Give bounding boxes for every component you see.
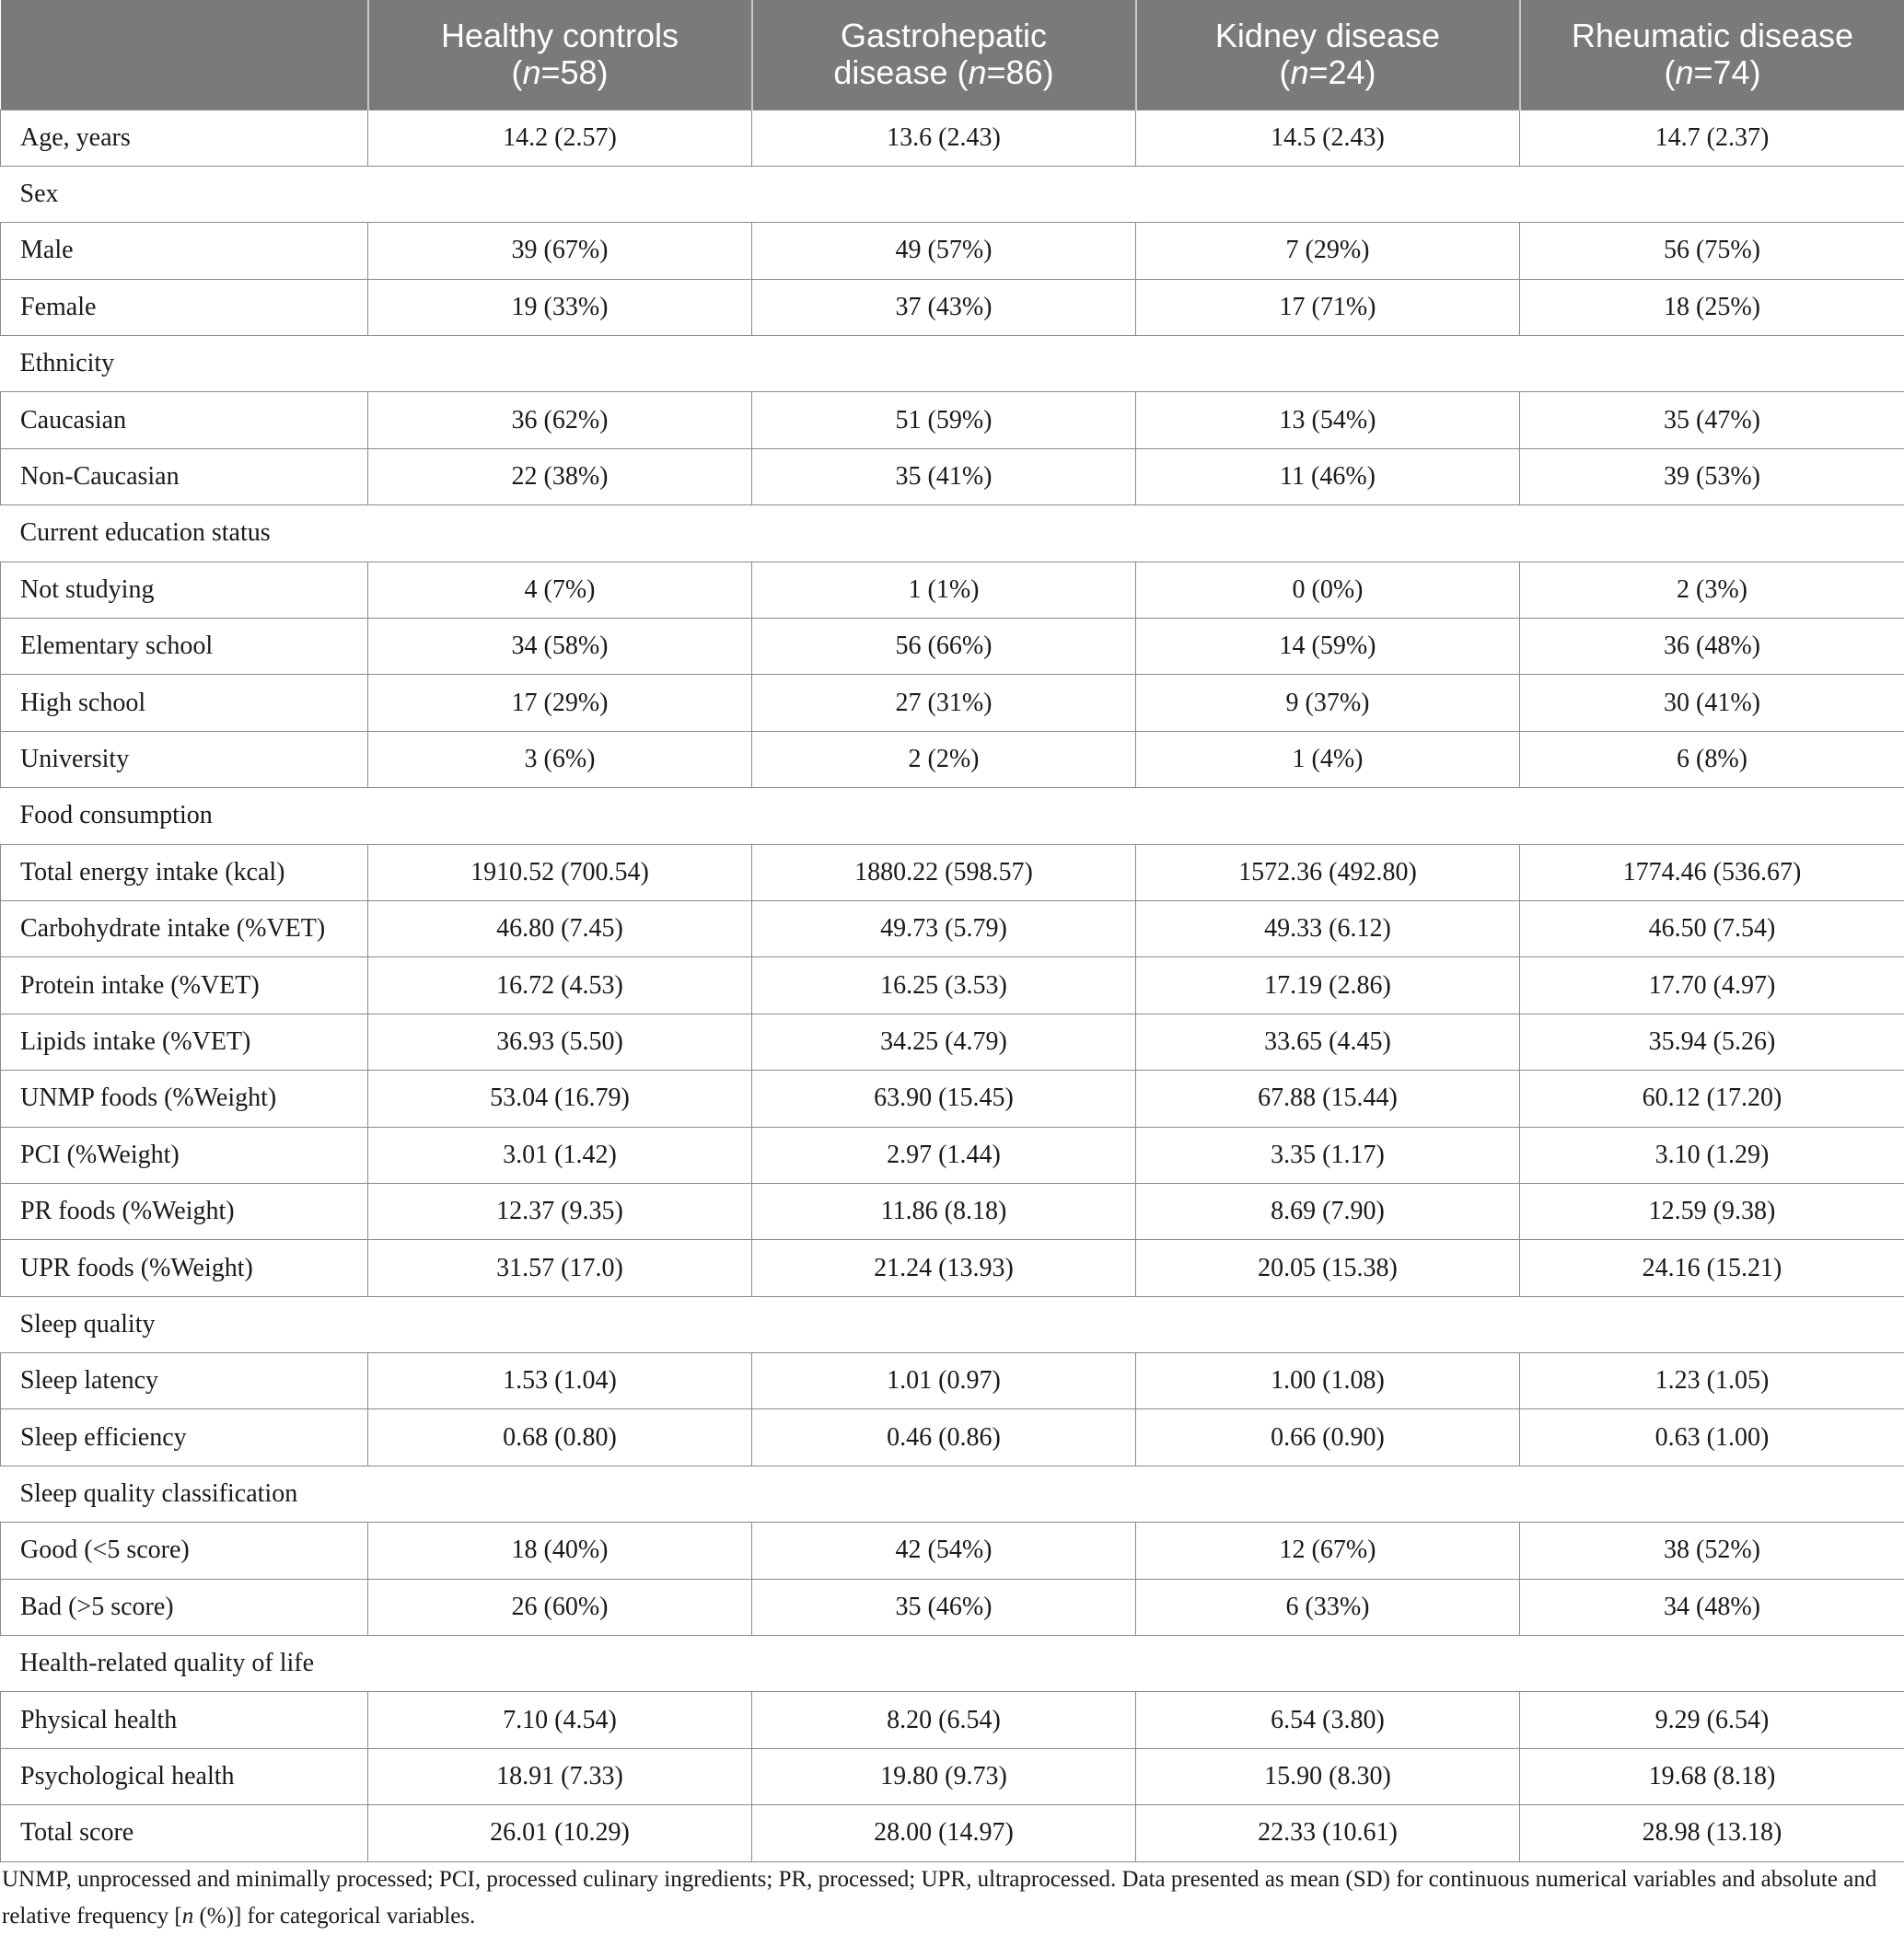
- cell-value: 17.19 (2.86): [1136, 957, 1520, 1014]
- header-cell-healthy-controls: Healthy controls (n=58): [368, 0, 752, 110]
- cell-value: 53.04 (16.79): [368, 1071, 752, 1127]
- cell-value: 3.10 (1.29): [1520, 1127, 1904, 1183]
- section-label: Current education status: [1, 505, 1904, 562]
- table-row: [1, 957, 1904, 1014]
- cell-value: 33.65 (4.45): [1136, 1014, 1520, 1070]
- cell-value: 18 (25%): [1520, 279, 1904, 335]
- header-group-name-1: Gastrohepatic: [840, 17, 1048, 55]
- cell-value: 2 (2%): [752, 731, 1136, 787]
- cell-value: 1.23 (1.05): [1520, 1353, 1904, 1409]
- row-label: UPR foods (%Weight): [1, 1240, 368, 1296]
- cell-value: 22 (38%): [368, 448, 752, 504]
- row-label: UNMP foods (%Weight): [1, 1071, 368, 1127]
- cell-value: 1.53 (1.04): [368, 1353, 752, 1409]
- cell-value: 2 (3%): [1520, 562, 1904, 618]
- row-label: Good (<5 score): [1, 1523, 368, 1579]
- cell-value: 15.90 (8.30): [1136, 1748, 1520, 1804]
- row-label: Caucasian: [1, 392, 368, 448]
- cell-value: 19.80 (9.73): [752, 1748, 1136, 1804]
- cell-value: 16.72 (4.53): [368, 957, 752, 1014]
- table-row: [1, 1692, 1904, 1748]
- cell-value: 17 (29%): [368, 675, 752, 731]
- cell-value: 31.57 (17.0): [368, 1240, 752, 1296]
- table-body: [1, 110, 1904, 1861]
- cell-value: 49.33 (6.12): [1136, 900, 1520, 956]
- cell-value: 35.94 (5.26): [1520, 1014, 1904, 1070]
- section-row: [1, 336, 1904, 392]
- header-group-name: Healthy controls: [440, 17, 679, 55]
- cell-value: 34 (48%): [1520, 1579, 1904, 1635]
- section-row: [1, 1636, 1904, 1692]
- cell-value: 17 (71%): [1136, 279, 1520, 335]
- cell-value: 18.91 (7.33): [368, 1748, 752, 1804]
- cell-value: 36 (48%): [1520, 619, 1904, 675]
- row-label: Male: [1, 223, 368, 279]
- header-n-value: 24: [1328, 53, 1365, 92]
- table-row: [1, 619, 1904, 675]
- cell-value: 8.20 (6.54): [752, 1692, 1136, 1748]
- row-label: Female: [1, 279, 368, 335]
- header-n-symbol: n: [522, 53, 541, 92]
- cell-value: 27 (31%): [752, 675, 1136, 731]
- cell-value: 22.33 (10.61): [1136, 1805, 1520, 1861]
- cell-value: 9 (37%): [1136, 675, 1520, 731]
- cell-value: 51 (59%): [752, 392, 1136, 448]
- table-row: [1, 900, 1904, 956]
- cell-value: 38 (52%): [1520, 1523, 1904, 1579]
- table-row: [1, 1183, 1904, 1239]
- cell-value: 16.25 (3.53): [752, 957, 1136, 1014]
- cell-value: 21.24 (13.93): [752, 1240, 1136, 1296]
- header-cell-rheumatic: Rheumatic disease (n=74): [1520, 0, 1904, 110]
- table-row: [1, 448, 1904, 504]
- row-label: Not studying: [1, 562, 368, 618]
- cell-value: 1910.52 (700.54): [368, 844, 752, 900]
- table-row: [1, 1748, 1904, 1804]
- cell-value: 4 (7%): [368, 562, 752, 618]
- table-row: [1, 1409, 1904, 1466]
- cell-value: 1774.46 (536.67): [1520, 844, 1904, 900]
- row-label: Age, years: [1, 110, 368, 166]
- cell-value: 56 (66%): [752, 619, 1136, 675]
- header-n-symbol: n: [1290, 53, 1309, 92]
- cell-value: 0.63 (1.00): [1520, 1409, 1904, 1466]
- cell-value: 13.6 (2.43): [752, 110, 1136, 166]
- cell-value: 26 (60%): [368, 1579, 752, 1635]
- cell-value: 36 (62%): [368, 392, 752, 448]
- cell-value: 3.01 (1.42): [368, 1127, 752, 1183]
- row-label: PCI (%Weight): [1, 1127, 368, 1183]
- row-label: High school: [1, 675, 368, 731]
- cell-value: 46.80 (7.45): [368, 900, 752, 956]
- cell-value: 34.25 (4.79): [752, 1014, 1136, 1070]
- table-row: [1, 279, 1904, 335]
- table-header-row: [1, 0, 1904, 110]
- cell-value: 1.00 (1.08): [1136, 1353, 1520, 1409]
- row-label: Non-Caucasian: [1, 448, 368, 504]
- cell-value: 14.2 (2.57): [368, 110, 752, 166]
- table-row: [1, 1523, 1904, 1579]
- table-row: [1, 1353, 1904, 1409]
- table-row: [1, 1805, 1904, 1861]
- cell-value: 3 (6%): [368, 731, 752, 787]
- cell-value: 12.37 (9.35): [368, 1183, 752, 1239]
- row-label: Sleep efficiency: [1, 1409, 368, 1466]
- cell-value: 36.93 (5.50): [368, 1014, 752, 1070]
- cell-value: 56 (75%): [1520, 223, 1904, 279]
- cell-value: 46.50 (7.54): [1520, 900, 1904, 956]
- table-row: [1, 1127, 1904, 1183]
- cell-value: 14.7 (2.37): [1520, 110, 1904, 166]
- row-label: Total score: [1, 1805, 368, 1861]
- cell-value: 0 (0%): [1136, 562, 1520, 618]
- row-label: Bad (>5 score): [1, 1579, 368, 1635]
- header-cell-label: [1, 0, 368, 110]
- table-row: [1, 223, 1904, 279]
- header-n-symbol: n: [1675, 53, 1694, 92]
- cell-value: 39 (53%): [1520, 448, 1904, 504]
- table-row: [1, 392, 1904, 448]
- cell-value: 7.10 (4.54): [368, 1692, 752, 1748]
- table-row: [1, 1071, 1904, 1127]
- section-label: Sleep quality classification: [1, 1466, 1904, 1522]
- section-label: Sleep quality: [1, 1296, 1904, 1352]
- cell-value: 35 (41%): [752, 448, 1136, 504]
- cell-value: 34 (58%): [368, 619, 752, 675]
- cell-value: 12 (67%): [1136, 1523, 1520, 1579]
- section-label: Food consumption: [1, 788, 1904, 844]
- cell-value: 11.86 (8.18): [752, 1183, 1136, 1239]
- row-label: Carbohydrate intake (%VET): [1, 900, 368, 956]
- cell-value: 11 (46%): [1136, 448, 1520, 504]
- cell-value: 2.97 (1.44): [752, 1127, 1136, 1183]
- cell-value: 14.5 (2.43): [1136, 110, 1520, 166]
- cell-value: 67.88 (15.44): [1136, 1071, 1520, 1127]
- row-label: Total energy intake (kcal): [1, 844, 368, 900]
- section-row: [1, 1296, 1904, 1352]
- cell-value: 24.16 (15.21): [1520, 1240, 1904, 1296]
- cell-value: 6.54 (3.80): [1136, 1692, 1520, 1748]
- cell-value: 7 (29%): [1136, 223, 1520, 279]
- row-label: Psychological health: [1, 1748, 368, 1804]
- section-label: Ethnicity: [1, 336, 1904, 392]
- table-row: [1, 1579, 1904, 1635]
- cell-value: 49 (57%): [752, 223, 1136, 279]
- table-row: [1, 110, 1904, 166]
- header-cell-gastrohepatic: Gastrohepatic disease (n=86): [752, 0, 1136, 110]
- table-row: [1, 1240, 1904, 1296]
- cell-value: 6 (33%): [1136, 1579, 1520, 1635]
- header-n-value: 74: [1712, 53, 1750, 92]
- table-row: [1, 1014, 1904, 1070]
- cell-value: 0.46 (0.86): [752, 1409, 1136, 1466]
- cell-value: 63.90 (15.45): [752, 1071, 1136, 1127]
- cell-value: 12.59 (9.38): [1520, 1183, 1904, 1239]
- cell-value: 14 (59%): [1136, 619, 1520, 675]
- table-row: [1, 675, 1904, 731]
- section-row: [1, 505, 1904, 562]
- cell-value: 39 (67%): [368, 223, 752, 279]
- cell-value: 28.00 (14.97): [752, 1805, 1136, 1861]
- cell-value: 1 (4%): [1136, 731, 1520, 787]
- table-row: [1, 731, 1904, 787]
- header-n-value: 58: [560, 53, 598, 92]
- header-group-name: Kidney disease: [1214, 17, 1441, 55]
- cell-value: 13 (54%): [1136, 392, 1520, 448]
- cell-value: 49.73 (5.79): [752, 900, 1136, 956]
- cell-value: 20.05 (15.38): [1136, 1240, 1520, 1296]
- cell-value: 30 (41%): [1520, 675, 1904, 731]
- cell-value: 1572.36 (492.80): [1136, 844, 1520, 900]
- section-label: Health-related quality of life: [1, 1636, 1904, 1692]
- row-label: Physical health: [1, 1692, 368, 1748]
- cell-value: 18 (40%): [368, 1523, 752, 1579]
- cell-value: 17.70 (4.97): [1520, 957, 1904, 1014]
- row-label: University: [1, 731, 368, 787]
- row-label: Sleep latency: [1, 1353, 368, 1409]
- cell-value: 6 (8%): [1520, 731, 1904, 787]
- row-label: PR foods (%Weight): [1, 1183, 368, 1239]
- cell-value: 26.01 (10.29): [368, 1805, 752, 1861]
- cell-value: 35 (47%): [1520, 392, 1904, 448]
- cell-value: 3.35 (1.17): [1136, 1127, 1520, 1183]
- cell-value: 19.68 (8.18): [1520, 1748, 1904, 1804]
- table-footnote: UNMP, unprocessed and minimally processed; PCI, processed culinary ingredients; PR, processed; UPR, ultraprocessed. Data presented as mean (SD) for continuous numerical variables and absolute and relative frequency [n (%)] for categorical variables.: [2, 1867, 1877, 1929]
- cell-value: 60.12 (17.20): [1520, 1071, 1904, 1127]
- row-label: Lipids intake (%VET): [1, 1014, 368, 1070]
- table-row: [1, 562, 1904, 618]
- cell-value: 9.29 (6.54): [1520, 1692, 1904, 1748]
- cell-value: 0.68 (0.80): [368, 1409, 752, 1466]
- cell-value: 28.98 (13.18): [1520, 1805, 1904, 1861]
- cell-value: 35 (46%): [752, 1579, 1136, 1635]
- cell-value: 0.66 (0.90): [1136, 1409, 1520, 1466]
- header-n-value: 86: [1005, 53, 1043, 92]
- row-label: Protein intake (%VET): [1, 957, 368, 1014]
- cell-value: 1880.22 (598.57): [752, 844, 1136, 900]
- table-row: [1, 844, 1904, 900]
- section-row: [1, 166, 1904, 222]
- header-n-symbol: n: [968, 53, 987, 92]
- header-cell-kidney: Kidney disease (n=24): [1136, 0, 1520, 110]
- cell-value: 1.01 (0.97): [752, 1353, 1136, 1409]
- cell-value: 8.69 (7.90): [1136, 1183, 1520, 1239]
- section-row: [1, 788, 1904, 844]
- section-label: Sex: [1, 166, 1904, 222]
- cell-value: 19 (33%): [368, 279, 752, 335]
- cell-value: 42 (54%): [752, 1523, 1136, 1579]
- header-group-name-2: disease: [833, 53, 948, 92]
- cell-value: 37 (43%): [752, 279, 1136, 335]
- header-group-name: Rheumatic disease: [1571, 17, 1854, 55]
- row-label: Elementary school: [1, 619, 368, 675]
- section-row: [1, 1466, 1904, 1522]
- cell-value: 1 (1%): [752, 562, 1136, 618]
